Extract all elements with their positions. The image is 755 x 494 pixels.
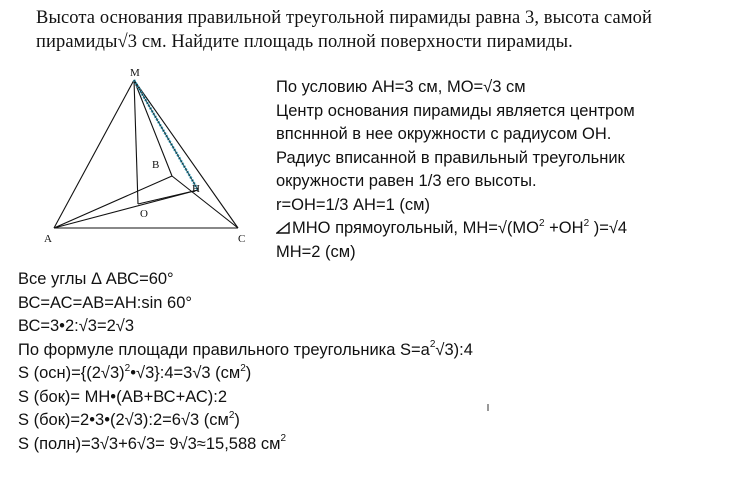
given-line-4: Радиус вписанной в правильный треугольник xyxy=(276,148,625,167)
solution-line-1: Все углы Δ АВС=60° xyxy=(18,270,174,288)
label-c: C xyxy=(238,233,246,245)
solution-line-3: ВС=3•2:√3=2√3 xyxy=(18,317,134,335)
stray-mark xyxy=(487,404,489,411)
label-h: H xyxy=(192,183,200,195)
pyramid-diagram xyxy=(30,64,270,254)
solution-line-2: ВС=АС=АВ=АН:sin 60° xyxy=(18,293,192,312)
given-line-1: По условию АН=3 см, МО=√3 см xyxy=(276,78,526,96)
problem-line-1: Высота основания правильной треугольной пирамиды равна 3, высота самой xyxy=(36,8,653,28)
given-line-5: окружности равен 1/3 его высоты. xyxy=(276,172,537,190)
segment-oh xyxy=(138,190,198,204)
problem-line-2: пирамиды√3 см. Найдите площадь полной поверхности пирамиды. xyxy=(36,32,573,52)
label-a: A xyxy=(44,233,52,245)
given-line-8: МН=2 (см) xyxy=(276,242,356,261)
label-m: M xyxy=(130,67,140,79)
label-o: O xyxy=(140,208,148,220)
label-b: B xyxy=(152,159,160,171)
given-line-7: МНО прямоугольный, $МН=√(МО^2 +ОН^2$ )=√4 xyxy=(276,217,635,241)
solution-line-8: S (полн)=3√3+6√3= 9√3≈15,588 $см^2$ xyxy=(18,433,287,453)
given-line-2: Центр основания пирамиды является центром xyxy=(276,101,635,120)
solution-section xyxy=(18,268,473,456)
given-line-6: r=ОН=1/3 АН=1 (см) xyxy=(276,195,430,214)
right-triangle-icon xyxy=(276,222,290,234)
edge-mc xyxy=(134,80,238,228)
solution-line-6: S (бок)= МН•(АВ+ВС+АС):2 xyxy=(18,387,228,406)
given-line-3: впсннной в нее окружности с радиусом ОН. xyxy=(276,125,612,143)
solution-line-7: S (бок)=2•3•(2√3):2=6√3 $(см^2)$ xyxy=(18,409,240,429)
edge-bc xyxy=(172,176,238,228)
problem-statement xyxy=(36,6,736,54)
edge-ma xyxy=(54,80,134,228)
given-section xyxy=(276,76,635,264)
height-mo xyxy=(134,80,138,204)
solution-line-5: S $(осн)=\{(2√3)^2•√3\}:4=3√3$ $(см^2)$ xyxy=(18,362,252,382)
solution-line-4: По формуле площади правильного треугольника $S=a^2√3):4$ xyxy=(18,339,473,359)
